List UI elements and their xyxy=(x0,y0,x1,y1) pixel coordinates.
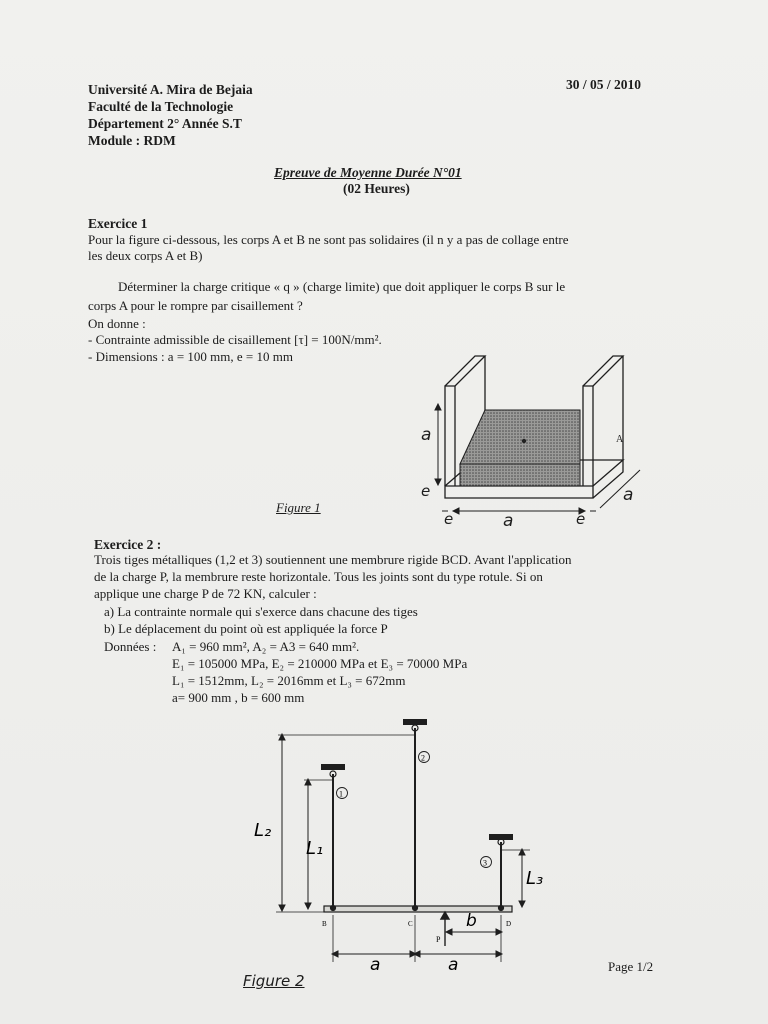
rod2-label: 2 xyxy=(421,753,425,763)
figure2-diagram xyxy=(240,710,544,1000)
exercise1-question-line2: corps A pour le rompre par cisaillement ? xyxy=(88,298,303,313)
left-wall-front xyxy=(445,386,455,486)
exercise2-item-b: b) Le déplacement du point où est appliquée la force P xyxy=(104,621,388,636)
figure2-caption: Figure 2 xyxy=(243,972,305,990)
exercise1-question-line1: Déterminer la charge critique « q » (charge limite) que doit appliquer le corps B sur le xyxy=(118,279,566,294)
label-l3: L₃ xyxy=(526,868,544,889)
base-side-face xyxy=(593,460,623,498)
exercise2-line2: de la charge P, la membrure reste horizontale. Tous les joints sont du type rotule. Si on xyxy=(94,569,543,584)
body-b-top xyxy=(460,410,580,464)
rod3-label: 3 xyxy=(483,858,487,868)
label-dim-a2: a xyxy=(448,955,459,975)
label-l2: L₂ xyxy=(254,820,272,841)
exercise2-heading: Exercice 2 : xyxy=(94,537,162,552)
right-wall-top xyxy=(583,356,623,386)
exercise2-data-areas: A₁ = 960 mm², A₂ = A3 = 640 mm². xyxy=(172,639,360,654)
module-name: Module : RDM xyxy=(88,133,176,148)
body-b-marker xyxy=(522,439,526,443)
exam-duration: (02 Heures) xyxy=(343,181,410,196)
exercise2-item-a: a) La contrainte normale qui s'exerce dans chacune des tiges xyxy=(104,604,418,619)
label-dim-e-bottom-right: e xyxy=(576,510,586,528)
exercise1-given-stress: - Contrainte admissible de cisaillement [τ] = 100N/mm². xyxy=(88,332,382,347)
label-dim-a1: a xyxy=(370,955,381,975)
base-front-face xyxy=(445,486,593,498)
figure1-caption: Figure 1 xyxy=(276,500,321,515)
support-rod3 xyxy=(489,834,513,840)
exam-title: Epreuve de Moyenne Durée N°01 xyxy=(274,165,462,180)
label-dim-a-depth: a xyxy=(623,485,634,505)
faculty-name: Faculté de la Technologie xyxy=(88,99,234,114)
label-dim-e-bottom-left: e xyxy=(444,510,454,528)
node-b-label: B xyxy=(322,920,327,928)
node-c-label: C xyxy=(408,920,413,928)
label-dim-a-bottom: a xyxy=(503,511,514,531)
label-dim-e-left: e xyxy=(421,482,431,500)
figure1-diagram xyxy=(418,346,658,532)
exercise2-data-lengths: L₁ = 1512mm, L₂ = 2016mm et L₃ = 672mm xyxy=(172,673,406,688)
label-dim-b: b xyxy=(466,911,477,931)
load-p-label: P xyxy=(436,935,441,944)
right-wall-front xyxy=(583,386,593,486)
exercise2-data-moduli: E₁ = 105000 MPa, E₂ = 210000 MPa et E₃ = 70000 MPa xyxy=(172,656,468,671)
exercise2-data-label: Données : xyxy=(104,639,157,654)
exercise1-intro-line1: Pour la figure ci-dessous, les corps A et B ne sont pas solidaires (il n y a pas de collage entre xyxy=(88,232,569,247)
label-body-a: A xyxy=(616,434,624,445)
rigid-member-bcd xyxy=(324,906,512,912)
node-d-label: D xyxy=(506,920,512,928)
department-name: Département 2° Année S.T xyxy=(88,116,242,131)
exercise1-given-heading: On donne : xyxy=(88,316,146,331)
exercise2-line3: applique une charge P de 72 KN, calculer : xyxy=(94,586,317,601)
page-number: Page 1/2 xyxy=(608,959,654,974)
body-b-front xyxy=(460,464,580,486)
support-rod1 xyxy=(321,764,345,770)
exercise1-heading: Exercice 1 xyxy=(88,216,148,231)
exercise1-intro-line2: les deux corps A et B) xyxy=(88,248,203,263)
support-rod2 xyxy=(403,719,427,725)
exercise1-given-dims: - Dimensions : a = 100 mm, e = 10 mm xyxy=(88,349,293,364)
exam-date: 30 / 05 / 2010 xyxy=(566,77,642,92)
left-wall-top xyxy=(445,356,485,386)
label-l1: L₁ xyxy=(306,838,324,859)
rod1-label: 1 xyxy=(339,789,343,799)
label-dim-a-left: a xyxy=(421,425,432,445)
dim-depth-line xyxy=(600,470,640,508)
exercise2-line1: Trois tiges métalliques (1,2 et 3) soutiennent une membrure rigide BCD. Avant l'application xyxy=(94,552,572,567)
university-name: Université A. Mira de Bejaia xyxy=(88,82,253,97)
exercise2-data-ab: a= 900 mm , b = 600 mm xyxy=(172,690,305,705)
